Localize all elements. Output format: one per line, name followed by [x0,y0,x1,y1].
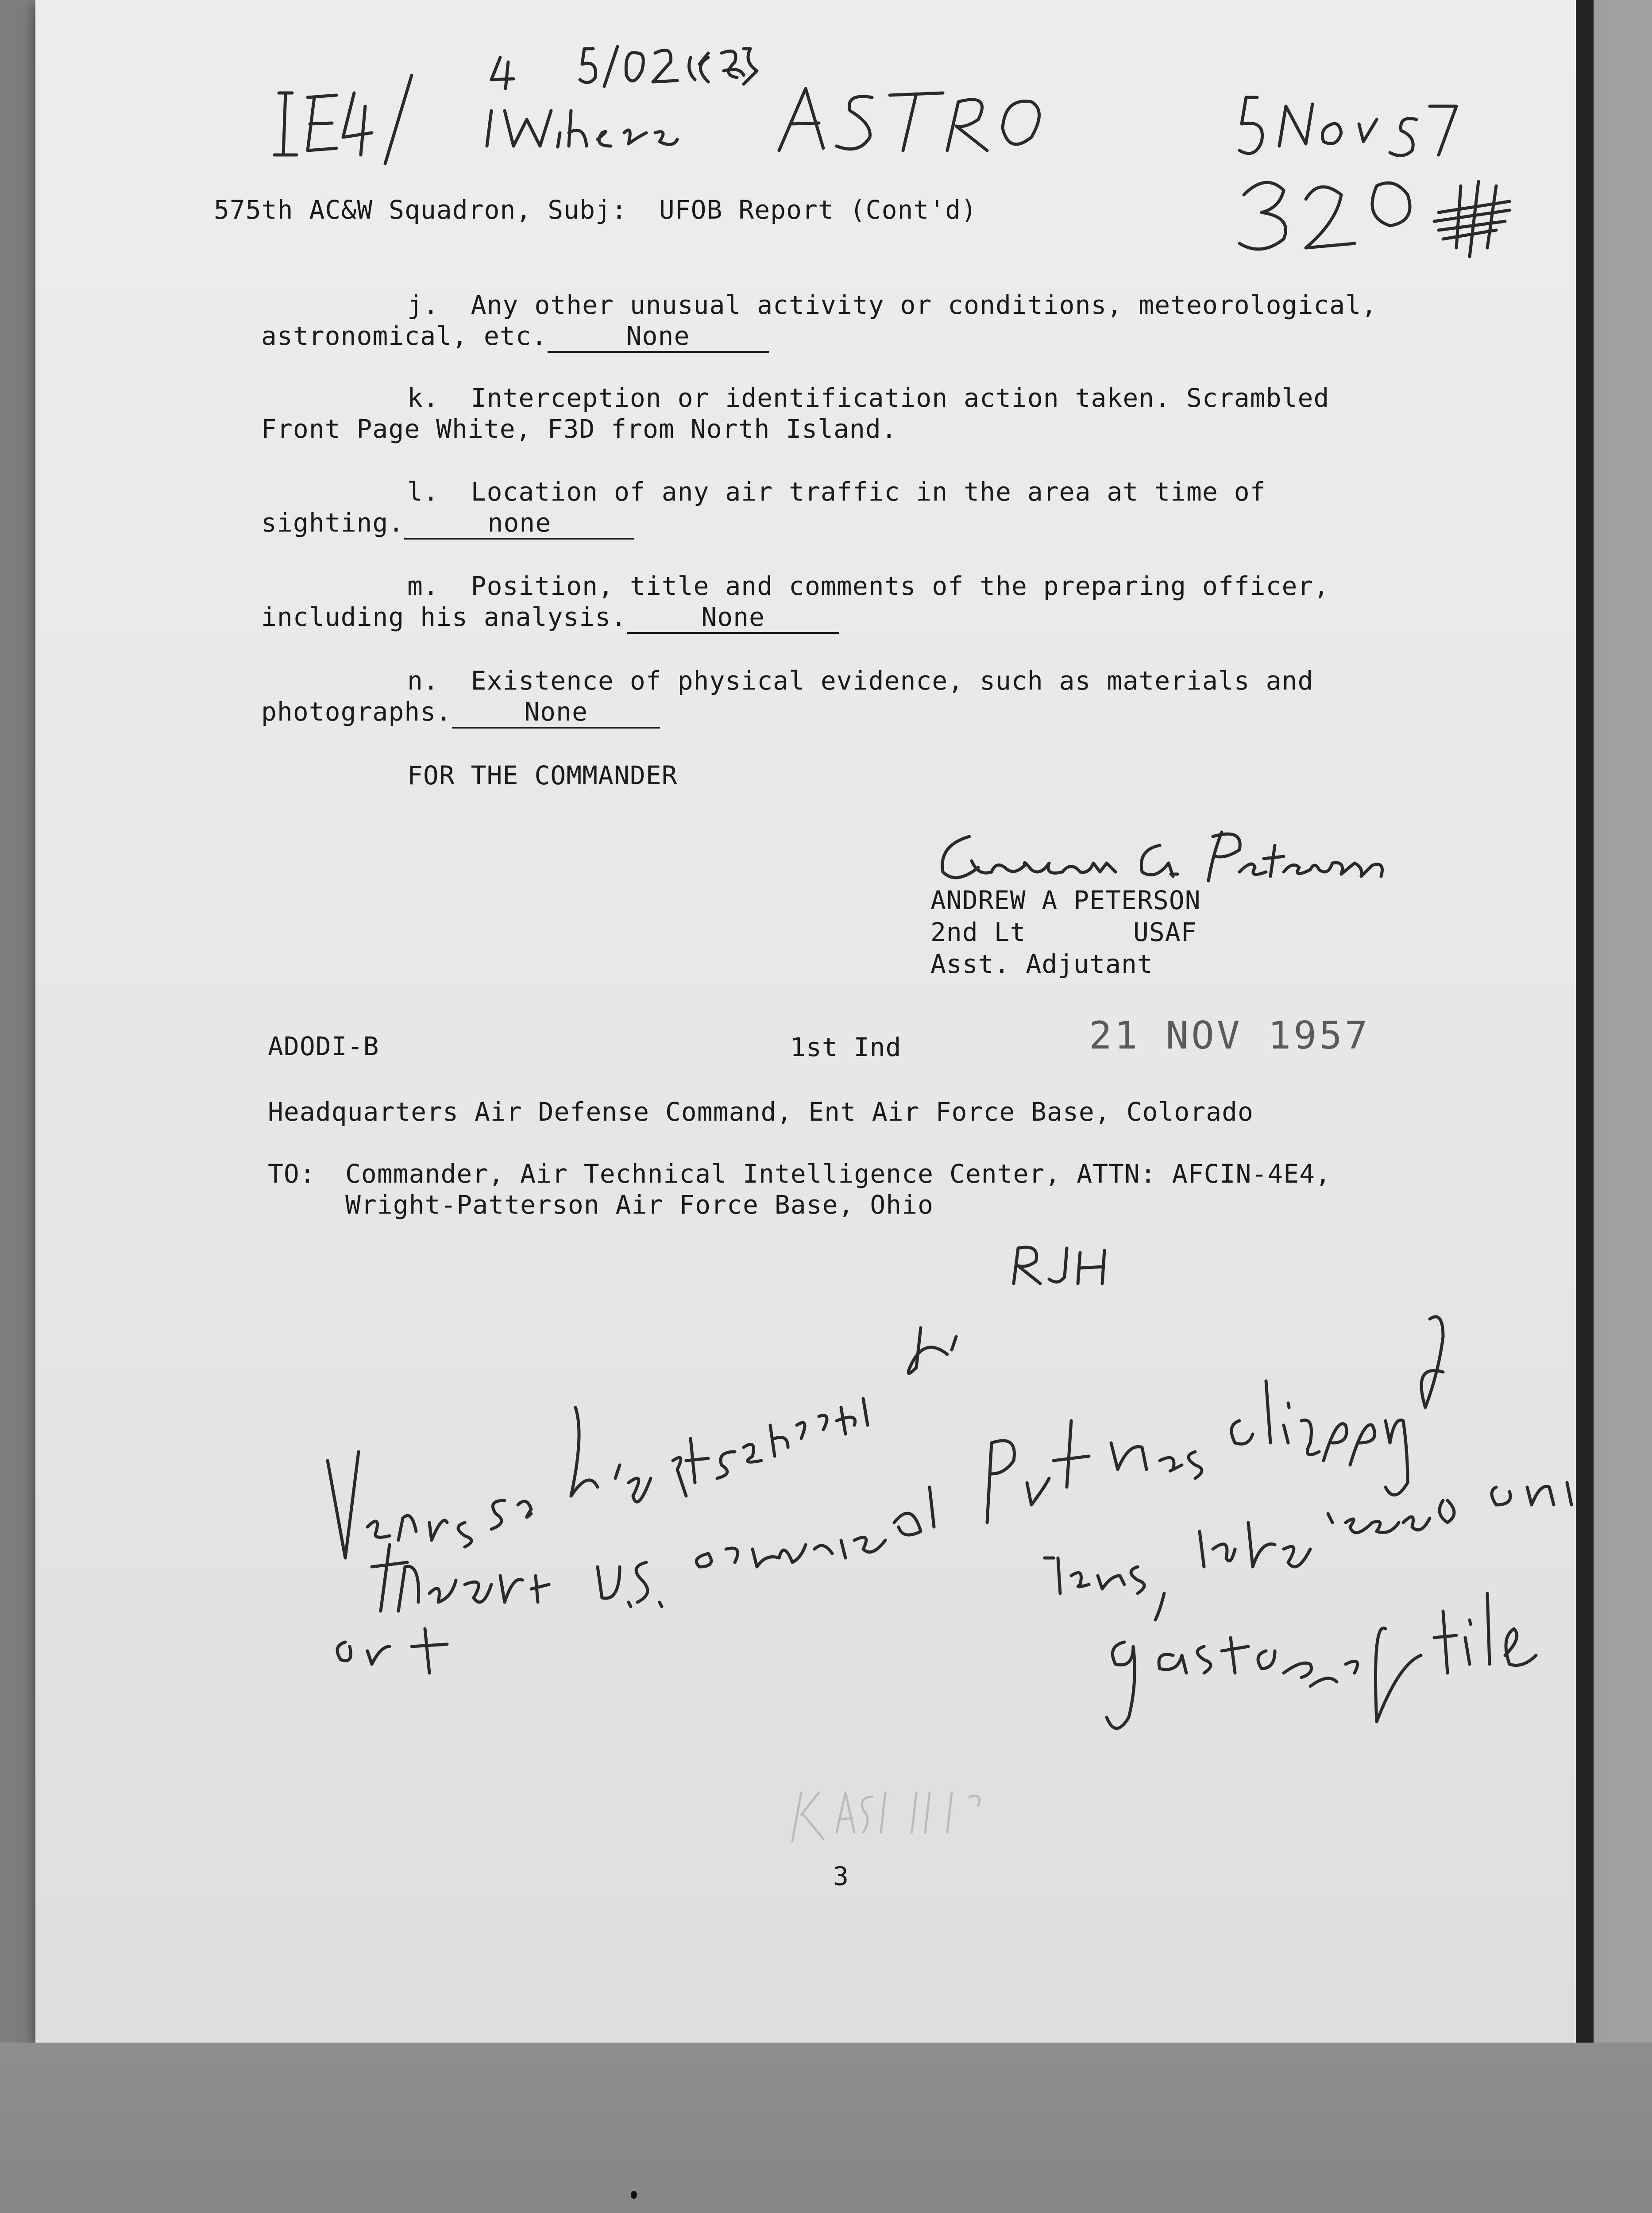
item-j-prefix: astronomical, etc. [261,321,548,351]
item-n-line1: n. Existence of physical evidence, such as materials and [407,666,1314,696]
faint-stamp [784,1766,1005,1854]
to-line-2: Wright-Patterson Air Force Base, Ohio [345,1190,934,1220]
signature [930,819,1417,894]
to-line-1: Commander, Air Technical Intelligence Center, ATTN: AFCIN-4E4, [345,1159,1331,1189]
handwritten-astro [770,75,1054,159]
item-k-line1: k. Interception or identification action taken. Scrambled [407,383,1330,413]
signer-service: USAF [1133,917,1197,947]
to-label: TO: [268,1159,316,1189]
handwritten-note-left [310,1292,996,1700]
item-j-line1: j. Any other unusual activity or conditions, meteorological, [407,290,1378,320]
scan-speck [631,2191,637,2199]
item-j-line2 [261,321,769,353]
background-right [1594,0,1652,2080]
handwritten-number-32 [1231,159,1514,261]
background-bottom [0,2043,1652,2213]
item-k-line2: Front Page White, F3D from North Island. [261,414,897,444]
signer-rank: 2nd Lt [930,917,1026,947]
date-stamp: 21 NOV 1957 [1089,1014,1370,1058]
item-l-line2 [261,508,634,540]
handwritten-serial [575,40,766,93]
item-m-value: None [627,602,839,634]
item-n-prefix: photographs. [261,697,452,727]
signer-title: Asst. Adjutant [930,949,1153,979]
item-l-line1: l. Location of any air traffic in the area at time of [407,477,1266,507]
indorsement-number: 1st Ind [790,1032,902,1062]
page-number: 3 [833,1861,849,1891]
item-l-prefix: sighting. [261,508,405,538]
indorsement-code: ADODI-B [268,1031,379,1061]
closing-line: FOR THE COMMANDER [407,760,678,790]
handwritten-date-received [1231,89,1478,168]
item-m-prefix: including his analysis. [261,602,627,632]
indorsement-from: Headquarters Air Defense Command, Ent Air Force Base, Colorado [268,1097,1254,1127]
memo-header: 575th AC&W Squadron, Subj: UFOB Report (Cont'd) [214,195,977,225]
item-l-value: none [404,508,634,540]
item-n-value: None [452,697,660,729]
item-m-line1: m. Position, title and comments of the preparing officer, [407,571,1330,601]
item-j-value: None [548,321,769,353]
item-n-line2 [261,697,660,729]
handwritten-note-right [965,1275,1585,1762]
item-m-line2 [261,602,839,634]
signer-name: ANDREW A PETERSON [930,885,1201,915]
handwritten-file-code [266,66,452,168]
